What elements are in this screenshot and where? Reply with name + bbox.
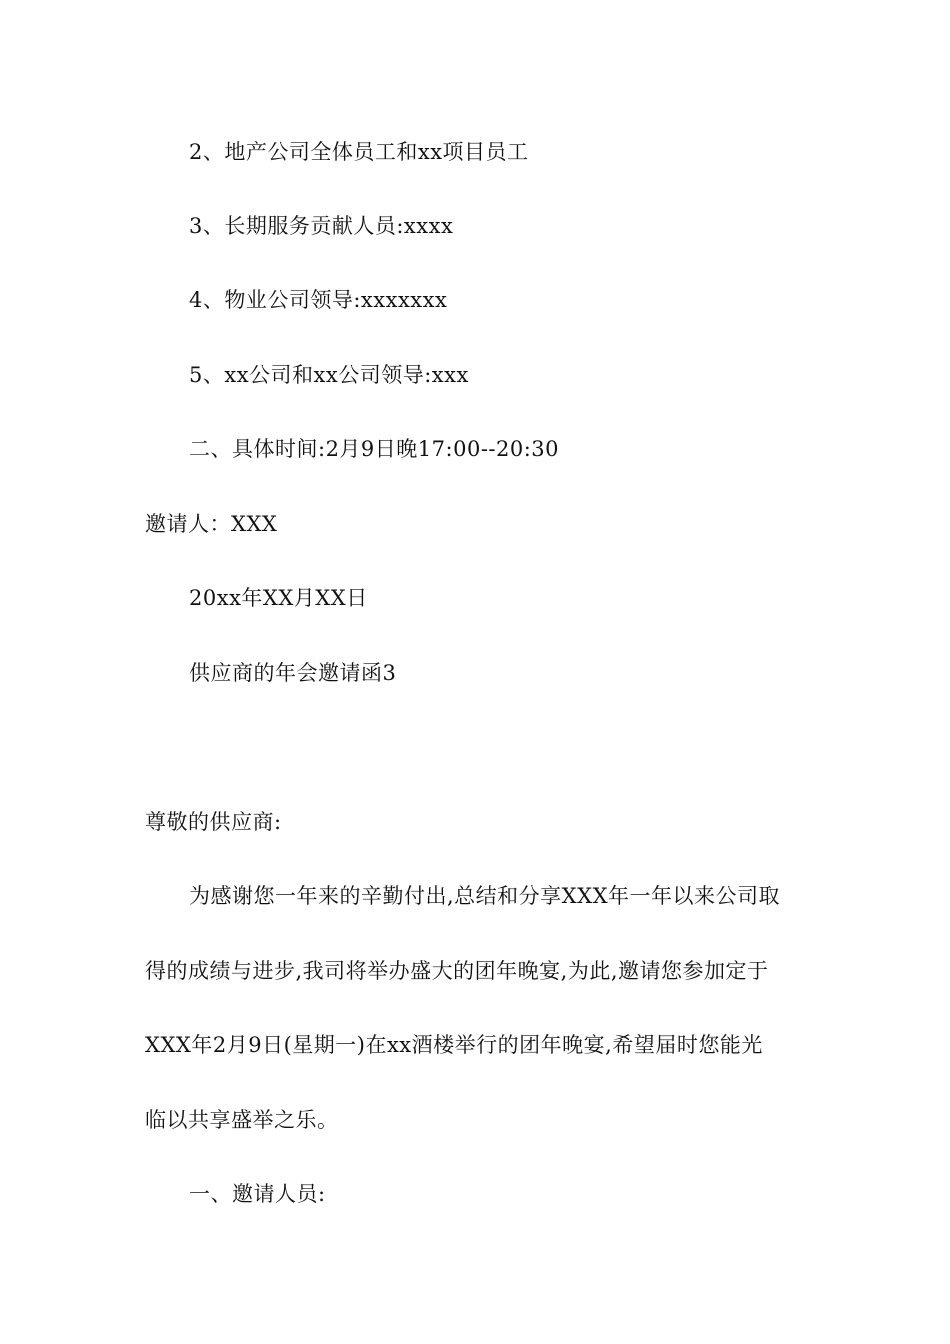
date-line: 20xx年XX月XX日	[189, 586, 368, 610]
body-paragraph-line-3: XXX年2月9日(星期一)在xx酒楼举行的团年晚宴,希望届时您能光	[145, 1033, 763, 1057]
section-time: 二、具体时间:2月9日晚17:00--20:30	[189, 437, 560, 461]
body-paragraph-line-4: 临以共享盛举之乐。	[145, 1108, 339, 1132]
section-invitees: 一、邀请人员:	[189, 1182, 326, 1206]
salutation: 尊敬的供应商:	[145, 810, 282, 834]
letter-title: 供应商的年会邀请函3	[189, 661, 397, 685]
list-item-staff: 2、地产公司全体员工和xx项目员工	[189, 140, 529, 164]
list-item-long-service: 3、长期服务贡献人员:xxxx	[189, 214, 454, 238]
list-item-company-leaders: 5、xx公司和xx公司领导:xxx	[189, 363, 469, 387]
list-item-property-leaders: 4、物业公司领导:xxxxxxx	[189, 288, 448, 312]
inviter-line: 邀请人：XXX	[145, 512, 278, 536]
body-paragraph-line-2: 得的成绩与进步,我司将举办盛大的团年晚宴,为此,邀请您参加定于	[145, 959, 769, 983]
body-paragraph-line-1: 为感谢您一年来的辛勤付出,总结和分享XXX年一年以来公司取	[189, 884, 781, 908]
